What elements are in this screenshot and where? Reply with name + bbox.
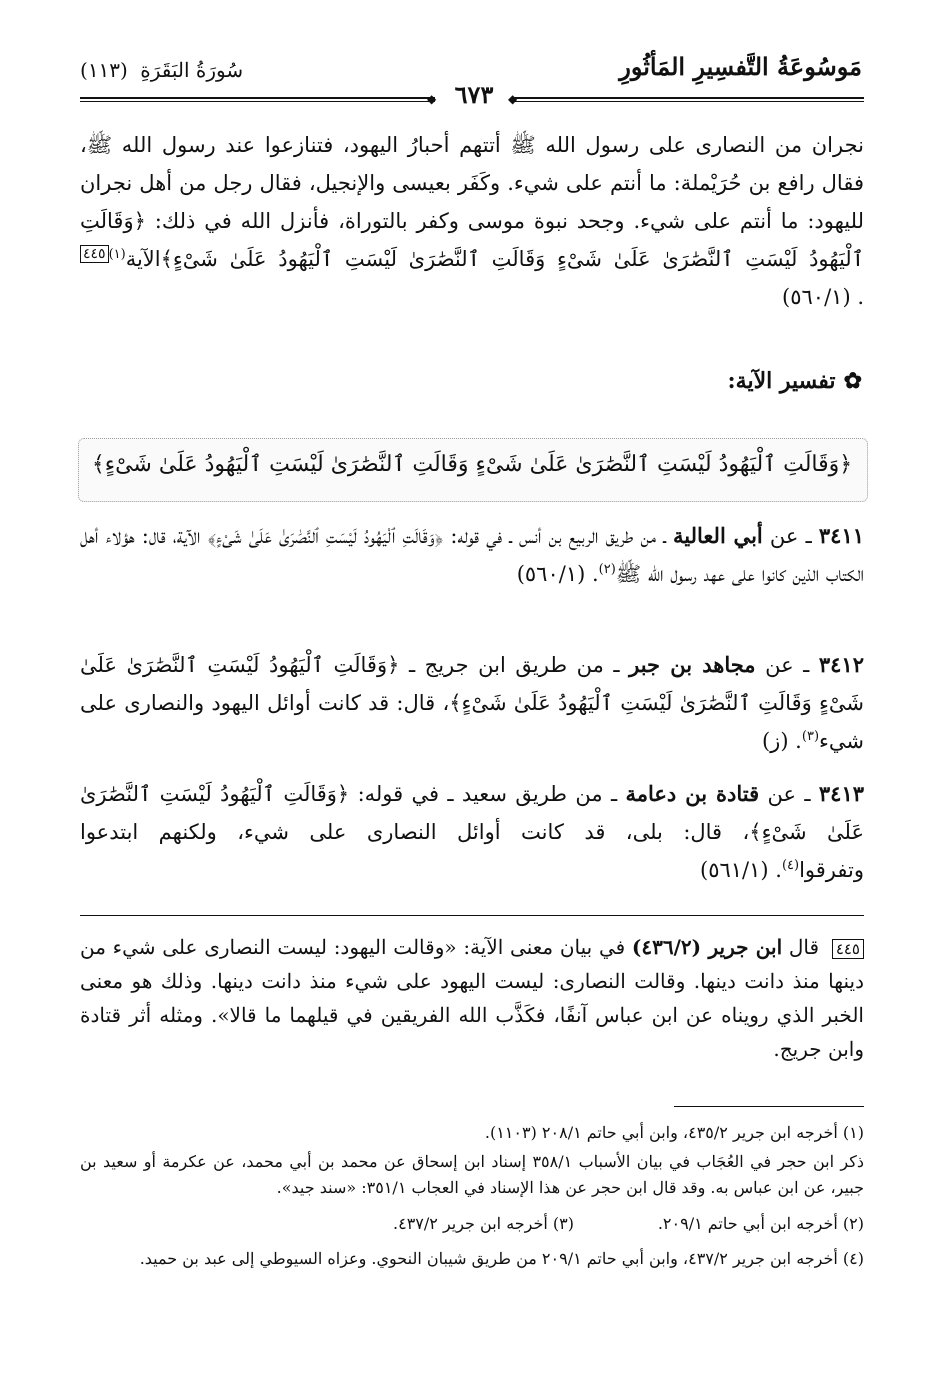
commentary-author: ابن جرير (٤٣٦/٢) — [631, 935, 783, 959]
ornament-left-icon: ◆ — [427, 92, 437, 106]
narrator-name: مجاهد بن جبر — [629, 652, 756, 677]
entry-connector: ـ عن — [759, 782, 819, 806]
surah-name: سُورَةُ البَقَرَةِ — [140, 58, 244, 82]
narration-entry — [80, 646, 864, 760]
footnote-1: (١) أخرجه ابن جرير ٤٣٥/٢، وابن أبي حاتم ٢٠٨/١ (١١٠٣). — [484, 1123, 864, 1142]
ornament-right-icon: ◆ — [508, 92, 518, 106]
commentary-label: ٤٤٥ — [832, 939, 864, 959]
volume-page-ref: . (٥٦٠/١) — [516, 562, 599, 586]
header-rule-left — [80, 97, 435, 99]
narrator-name: أبي العالية — [673, 523, 763, 548]
entry-text: ـ من طريق سعيد ـ في قوله: ﴿وَقَالَتِ ٱلْيَهُودُ لَيْسَتِ ٱلنَّصَٰرَىٰ عَلَىٰ شَىْءٍ﴾، قال: بلى، قد كانت أوائل النصارى على شيء، ولكنهم ابتدعوا وتفرقوا — [80, 782, 864, 882]
footnotes-divider — [674, 1106, 864, 1107]
section-title — [728, 368, 862, 394]
header-rule-right — [512, 97, 864, 99]
narration-entry — [80, 517, 864, 593]
verse-text: ﴿وَقَالَتِ ٱلْيَهُودُ لَيْسَتِ ٱلنَّصَٰرَىٰ عَلَىٰ شَىْءٍ وَقَالَتِ ٱلنَّصَٰرَىٰ لَيْسَتِ ٱلْيَهُودُ عَلَىٰ شَىْءٍ﴾ — [91, 452, 853, 477]
intro-text: نجران من النصارى على رسول الله ﷺ أتتهم أحبارُ اليهود، فتنازعوا عند رسول الله ﷺ، فقال رافع بن حُرَيْملة: ما أنتم على شيء. وكَفَر بعيسى والإنجيل، فقال رجل من أهل نجران لليهود: ما أنتم على شيء. وجحد نبوة موسى وكفر بالتوراة، فأنزل الله في ذلك: ﴿وَقَالَتِ ٱلْيَهُودُ لَيْسَتِ ٱلنَّصَٰرَىٰ عَلَىٰ شَىْءٍ وَقَالَتِ ٱلنَّصَٰرَىٰ لَيْسَتِ ٱلْيَهُودُ عَلَىٰ شَىْءٍ﴾الآية — [80, 133, 864, 271]
volume-page-ref: . (٥٦١/١) — [699, 858, 782, 882]
section-title-text: تفسير الآية: — [727, 368, 836, 394]
commentary-block — [80, 930, 864, 1066]
footnote-4: (٤) أخرجه ابن جرير ٤٣٧/٢، وابن أبي حاتم ٢٠٩/١ من طريق شيبان النحوي. وعزاه السيوطي إلى عبد بن حميد. — [139, 1249, 864, 1268]
volume-page-ref: . (ز) — [761, 729, 802, 753]
entry-number: ٣٤١١ — [818, 523, 865, 548]
commentary-divider — [80, 915, 864, 916]
entry-text: ـ من طريق ابن جريج ـ ﴿وَقَالَتِ ٱلْيَهُودُ لَيْسَتِ ٱلنَّصَٰرَىٰ عَلَىٰ شَىْءٍ وَقَالَتِ ٱلنَّصَٰرَىٰ لَيْسَتِ ٱلْيَهُودُ عَلَىٰ شَىْءٍ﴾، قال: قد كانت أوائل اليهود والنصارى على شيء — [80, 653, 864, 753]
surah-number: (١١٣) — [80, 58, 128, 82]
commentary-label: ٤٤٥ — [80, 245, 109, 263]
running-surah-title — [80, 58, 243, 82]
footnote-3: (٣) أخرجه ابن جرير ٤٣٧/٢. — [393, 1214, 574, 1233]
volume-page-ref: . (٥٦٠/١) — [782, 285, 864, 309]
entry-number: ٣٤١٣ — [818, 781, 865, 806]
entry-connector: ـ عن — [755, 653, 819, 677]
footnote-marker: (٣) — [801, 729, 820, 744]
entry-connector: ـ عن — [762, 524, 819, 548]
footnotes-row — [80, 1214, 864, 1240]
footnote-2: (٢) أخرجه ابن أبي حاتم ٢٠٩/١. — [657, 1214, 864, 1233]
narration-entry — [80, 775, 864, 889]
flower-ornament-icon: ✿ — [843, 368, 862, 394]
footnote-marker: (٢) — [598, 562, 616, 577]
page-number: ٦٧٣ — [454, 80, 494, 109]
narrator-name: قتادة بن دعامة — [625, 781, 760, 806]
entry-number: ٣٤١٢ — [818, 652, 864, 677]
book-title: مَوسُوعَةُ التَّفسِيرِ المَأثُورِ — [619, 52, 862, 81]
intro-paragraph — [80, 126, 864, 316]
footnote-1-note: ذكر ابن حجر في العُجَاب في بيان الأسباب ٣٥٨/١ إسناد ابن إسحاق عن محمد بن أبي محمد، عن عكرمة أو سعيد بن جبير، عن ابن عباس به. وقد قال ابن حجر عن هذا الإسناد في العجاب ٣٥١/١: «سند جيد». — [80, 1152, 864, 1197]
commentary-lead: قال — [782, 935, 826, 959]
header-rule-right-thin — [512, 101, 864, 102]
footnote-marker: (٤) — [781, 858, 800, 873]
commentary-text: في بيان معنى الآية: «وقالت اليهود: ليست النصارى على شيء من دينها منذ دانت دينها. وقالت النصارى: ليست اليهود على شيء منذ دانت دينها. وذلك هو معنى الخبر الذي رويناه عن ابن عباس آنفًا، فكَذَّب الله الفريقين في قيلهما ما قالا». ومثله أثر قتادة وابن جريج. — [80, 935, 864, 1061]
footnote-marker: (١) — [108, 247, 126, 262]
entry-text: ـ من طريق الربيع بن أنس ـ في قوله: ﴿وَقَالَتِ ٱلْيَهُودُ لَيْسَتِ ٱلنَّصَٰرَىٰ عَلَىٰ شَىْءٍ﴾ الآية، قال: هؤلاء أهل الكتاب الذين كانوا على عهد رسول الله ﷺ — [80, 524, 864, 586]
header-rule-left-thin — [80, 101, 435, 102]
